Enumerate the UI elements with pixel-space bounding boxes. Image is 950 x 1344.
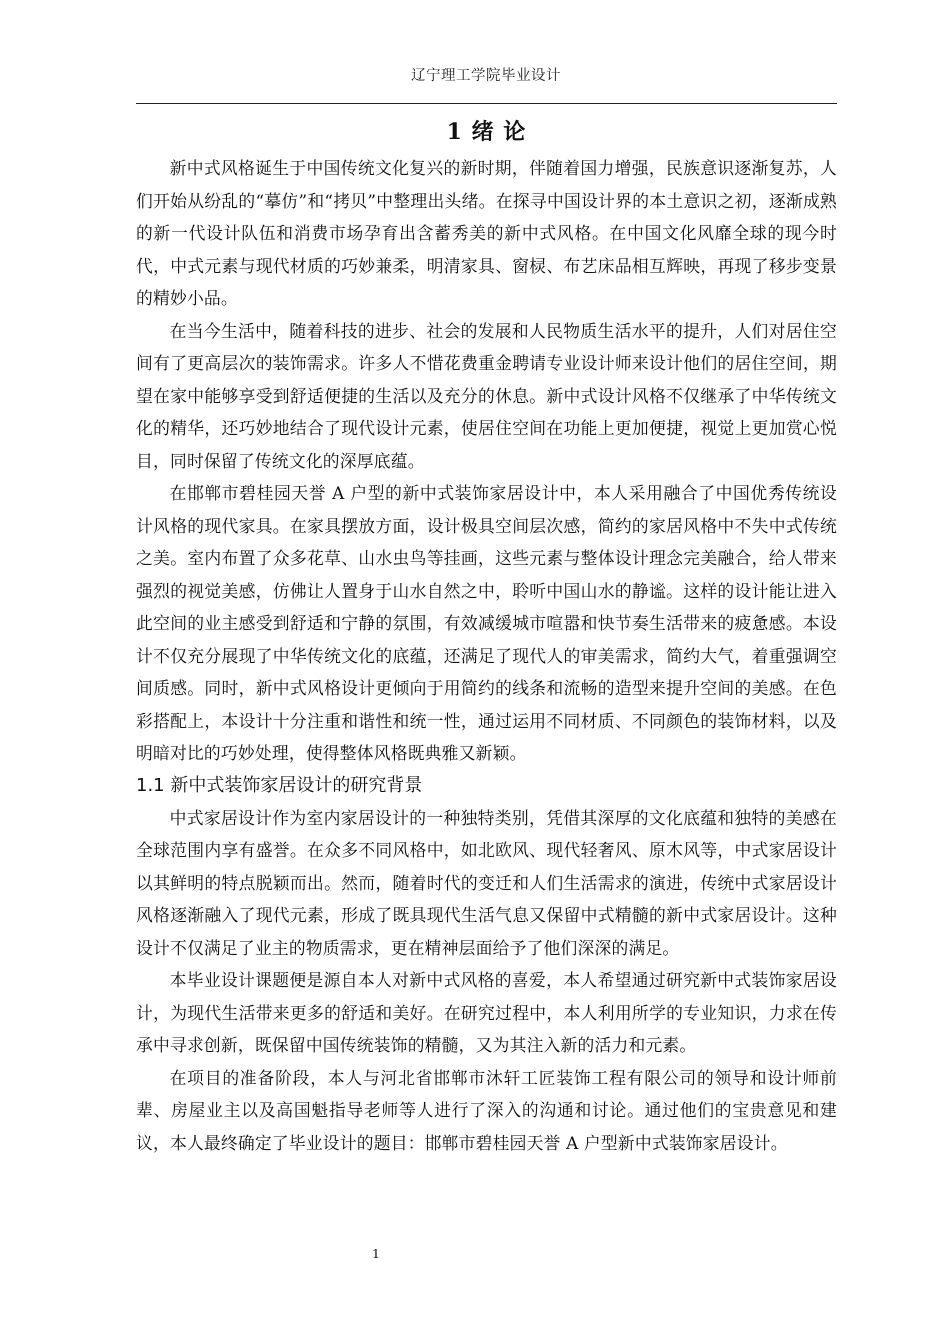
- paragraph: 本毕业设计课题便是源自本人对新中式风格的喜爱，本人希望通过研究新中式装饰家居设计，为现代生活带来更多的舒适和美好。在研究过程中，本人利用所学的专业知识，力求在传承中寻求创新，既保留中国传统装饰的精髓，又为其注入新的活力和元素。: [136, 970, 837, 1055]
- section-title: 1.1 新中式装饰家居设计的研究背景: [136, 774, 423, 796]
- paragraph: 在项目的准备阶段，本人与河北省邯郸市沐轩工匠装饰工程有限公司的领导和设计师前辈、房屋业主以及高国魁指导老师等人进行了深入的沟通和讨论。通过他们的宝贵意见和建议，本人最终确定了毕业设计的题目：邯郸市碧桂园天誉 A 户型新中式装饰家居设计。: [136, 1067, 837, 1153]
- paragraph: 在当今生活中，随着科技的进步、社会的发展和人民物质生活水平的提升，人们对居住空间有了更高层次的装饰需求。许多人不惜花费重金聘请专业设计师来设计他们的居住空间，期望在家中能够享受到舒适便捷的生活以及充分的休息。新中式设计风格不仅继承了中华传统文化的精华，还巧妙地结合了现代设计元素，使居住空间在功能上更加便捷，视觉上更加赏心悦目，同时保留了传统文化的深厚底蕴。: [136, 320, 837, 471]
- chapter-title: 1 绪 论: [446, 119, 527, 145]
- page-header: 辽宁理工学院毕业设计: [411, 68, 561, 84]
- paragraph: 中式家居设计作为室内家居设计的一种独特类别，凭借其深厚的文化底蕴和独特的美感在全球范围内享有盛誉。在众多不同风格中，如北欧风、现代轻奢风、原木风等，中式家居设计以其鲜明的特点脱颖而出。然而，随着时代的变迁和人们生活需求的演进，传统中式家居设计风格逐渐融入了现代元素，形成了既具现代生活气息又保留中式精髓的新中式家居设计。这种设计不仅满足了业主的物质需求，更在精神层面给予了他们深深的满足。: [136, 807, 837, 958]
- paragraph: 新中式风格诞生于中国传统文化复兴的新时期，伴随着国力增强，民族意识逐渐复苏，人们开始从纷乱的“摹仿”和“拷贝”中整理出头绪。在探寻中国设计界的本土意识之初，逐渐成熟的新一代设计队伍和消费市场孕育出含蓄秀美的新中式风格。在中国文化风靡全球的现今时代，中式元素与现代材质的巧妙兼柔，明清家具、窗棂、布艺床品相互辉映，再现了移步变景的精妙小品。: [136, 158, 837, 308]
- page-number: 1: [372, 1246, 380, 1261]
- paragraph: 在邯郸市碧桂园天誉 A 户型的新中式装饰家居设计中，本人采用融合了中国优秀传统设计风格的现代家具。在家具摆放方面，设计极具空间层次感，简约的家居风格中不失中式传统之美。室内布置了众多花草、山水虫鸟等挂画，这些元素与整体设计理念完美融合，给人带来强烈的视觉美感，仿佛让人置身于山水自然之中，聆听中国山水的静谧。这样的设计能让进入此空间的业主感受到舒适和宁静的氛围，有效减缓城市喧嚣和快节奏生活带来的疲惫感。本设计不仅充分展现了中华传统文化的底蕴，还满足了现代人的审美需求，简约大气，着重强调空间质感。同时，新中式风格设计更倾向于用简约的线条和流畅的造型来提升空间的美感。在色彩搭配上，本设计十分注重和谐性和统一性，通过运用不同材质、不同颜色的装饰材料，以及明暗对比的巧妙处理，使得整体风格既典雅又新颖。: [136, 483, 837, 763]
- page-body: [136, 112, 837, 1159]
- header-divider: [136, 103, 837, 104]
